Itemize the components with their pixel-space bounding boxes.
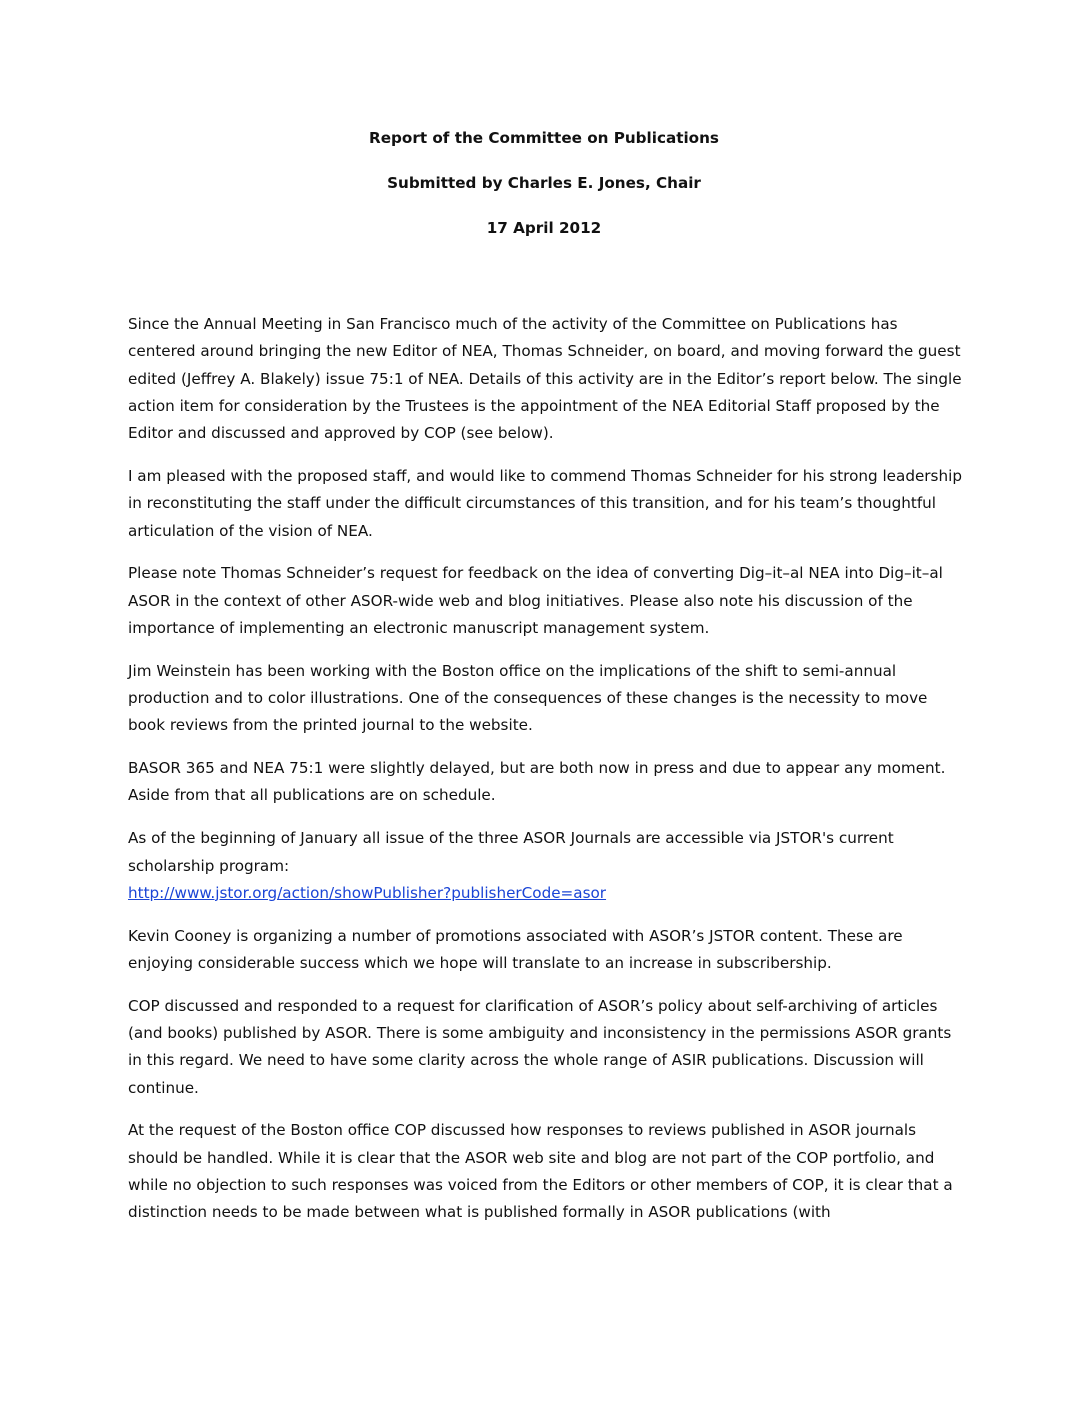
jstor-text: As of the beginning of January all issue of the three ASOR Journals are accessible via JSTOR's current scholarship program: [128, 829, 894, 875]
paragraph-promotions: Kevin Cooney is organizing a number of promotions associated with ASOR’s JSTOR content. These are enjoying considerable success which we hope will translate to an increase in subscribership. [128, 926, 903, 972]
paragraph-intro: Since the Annual Meeting in San Francisco much of the activity of the Committee on Publications has centered around bringing the new Editor of NEA, Thomas Schneider, on board, and moving forward the guest edited (Jeffrey A. Blakely) issue 75:1 of NEA. Details of this activity are in the Editor’s report below. The single action item for consideration by the Trustees is the appointment of the NEA Editorial Staff proposed by the Editor and discussed and approved by COP (see below). [128, 315, 962, 443]
document-header [0, 128, 1088, 263]
paragraph-staff: I am pleased with the proposed staff, and would like to commend Thomas Schneider for his strong leadership in reconstituting the staff under the difficult circumstances of this transition, and for his team’s thoughtful articulation of the vision of NEA. [128, 466, 962, 540]
paragraph-production: Jim Weinstein has been working with the Boston office on the implications of the shift to semi-annual production and to color illustrations. One of the consequences of these changes is the necessity to move book reviews from the printed journal to the website. [128, 661, 928, 735]
paragraph-jstor [128, 825, 962, 907]
document-title: Report of the Committee on Publications [369, 129, 719, 147]
document-body [128, 311, 962, 1242]
paragraph-digital: Please note Thomas Schneider’s request for feedback on the idea of converting Dig–it–al NEA into Dig–it–al ASOR in the context of other ASOR-wide web and blog initiatives. Please also note his discussion of the importance of implementing an electronic manuscript management system. [128, 564, 943, 637]
document-date: 17 April 2012 [486, 219, 602, 237]
document-author: Submitted by Charles E. Jones, Chair [387, 174, 701, 192]
paragraph-reviews: At the request of the Boston office COP discussed how responses to reviews published in ASOR journals should be handled. While it is clear that the ASOR web site and blog are not part of the COP portfolio, and while no objection to such responses was voiced from the Editors or other members of COP, it is clear that a distinction needs to be made between what is published formally in ASOR publications (with [128, 1121, 953, 1222]
paragraph-schedule: BASOR 365 and NEA 75:1 were slightly delayed, but are both now in press and due to appear any moment. Aside from that all publications are on schedule. [128, 759, 946, 805]
paragraph-self-archiving: COP discussed and responded to a request for clarification of ASOR’s policy about self-archiving of articles (and books) published by ASOR. There is some ambiguity and inconsistency in the permissions ASOR grants in this regard. We need to have some clarity across the whole range of ASIR publications. Discussion will continue. [128, 996, 952, 1097]
jstor-link[interactable]: http://www.jstor.org/action/showPublisher?publisherCode=asor [128, 883, 607, 902]
